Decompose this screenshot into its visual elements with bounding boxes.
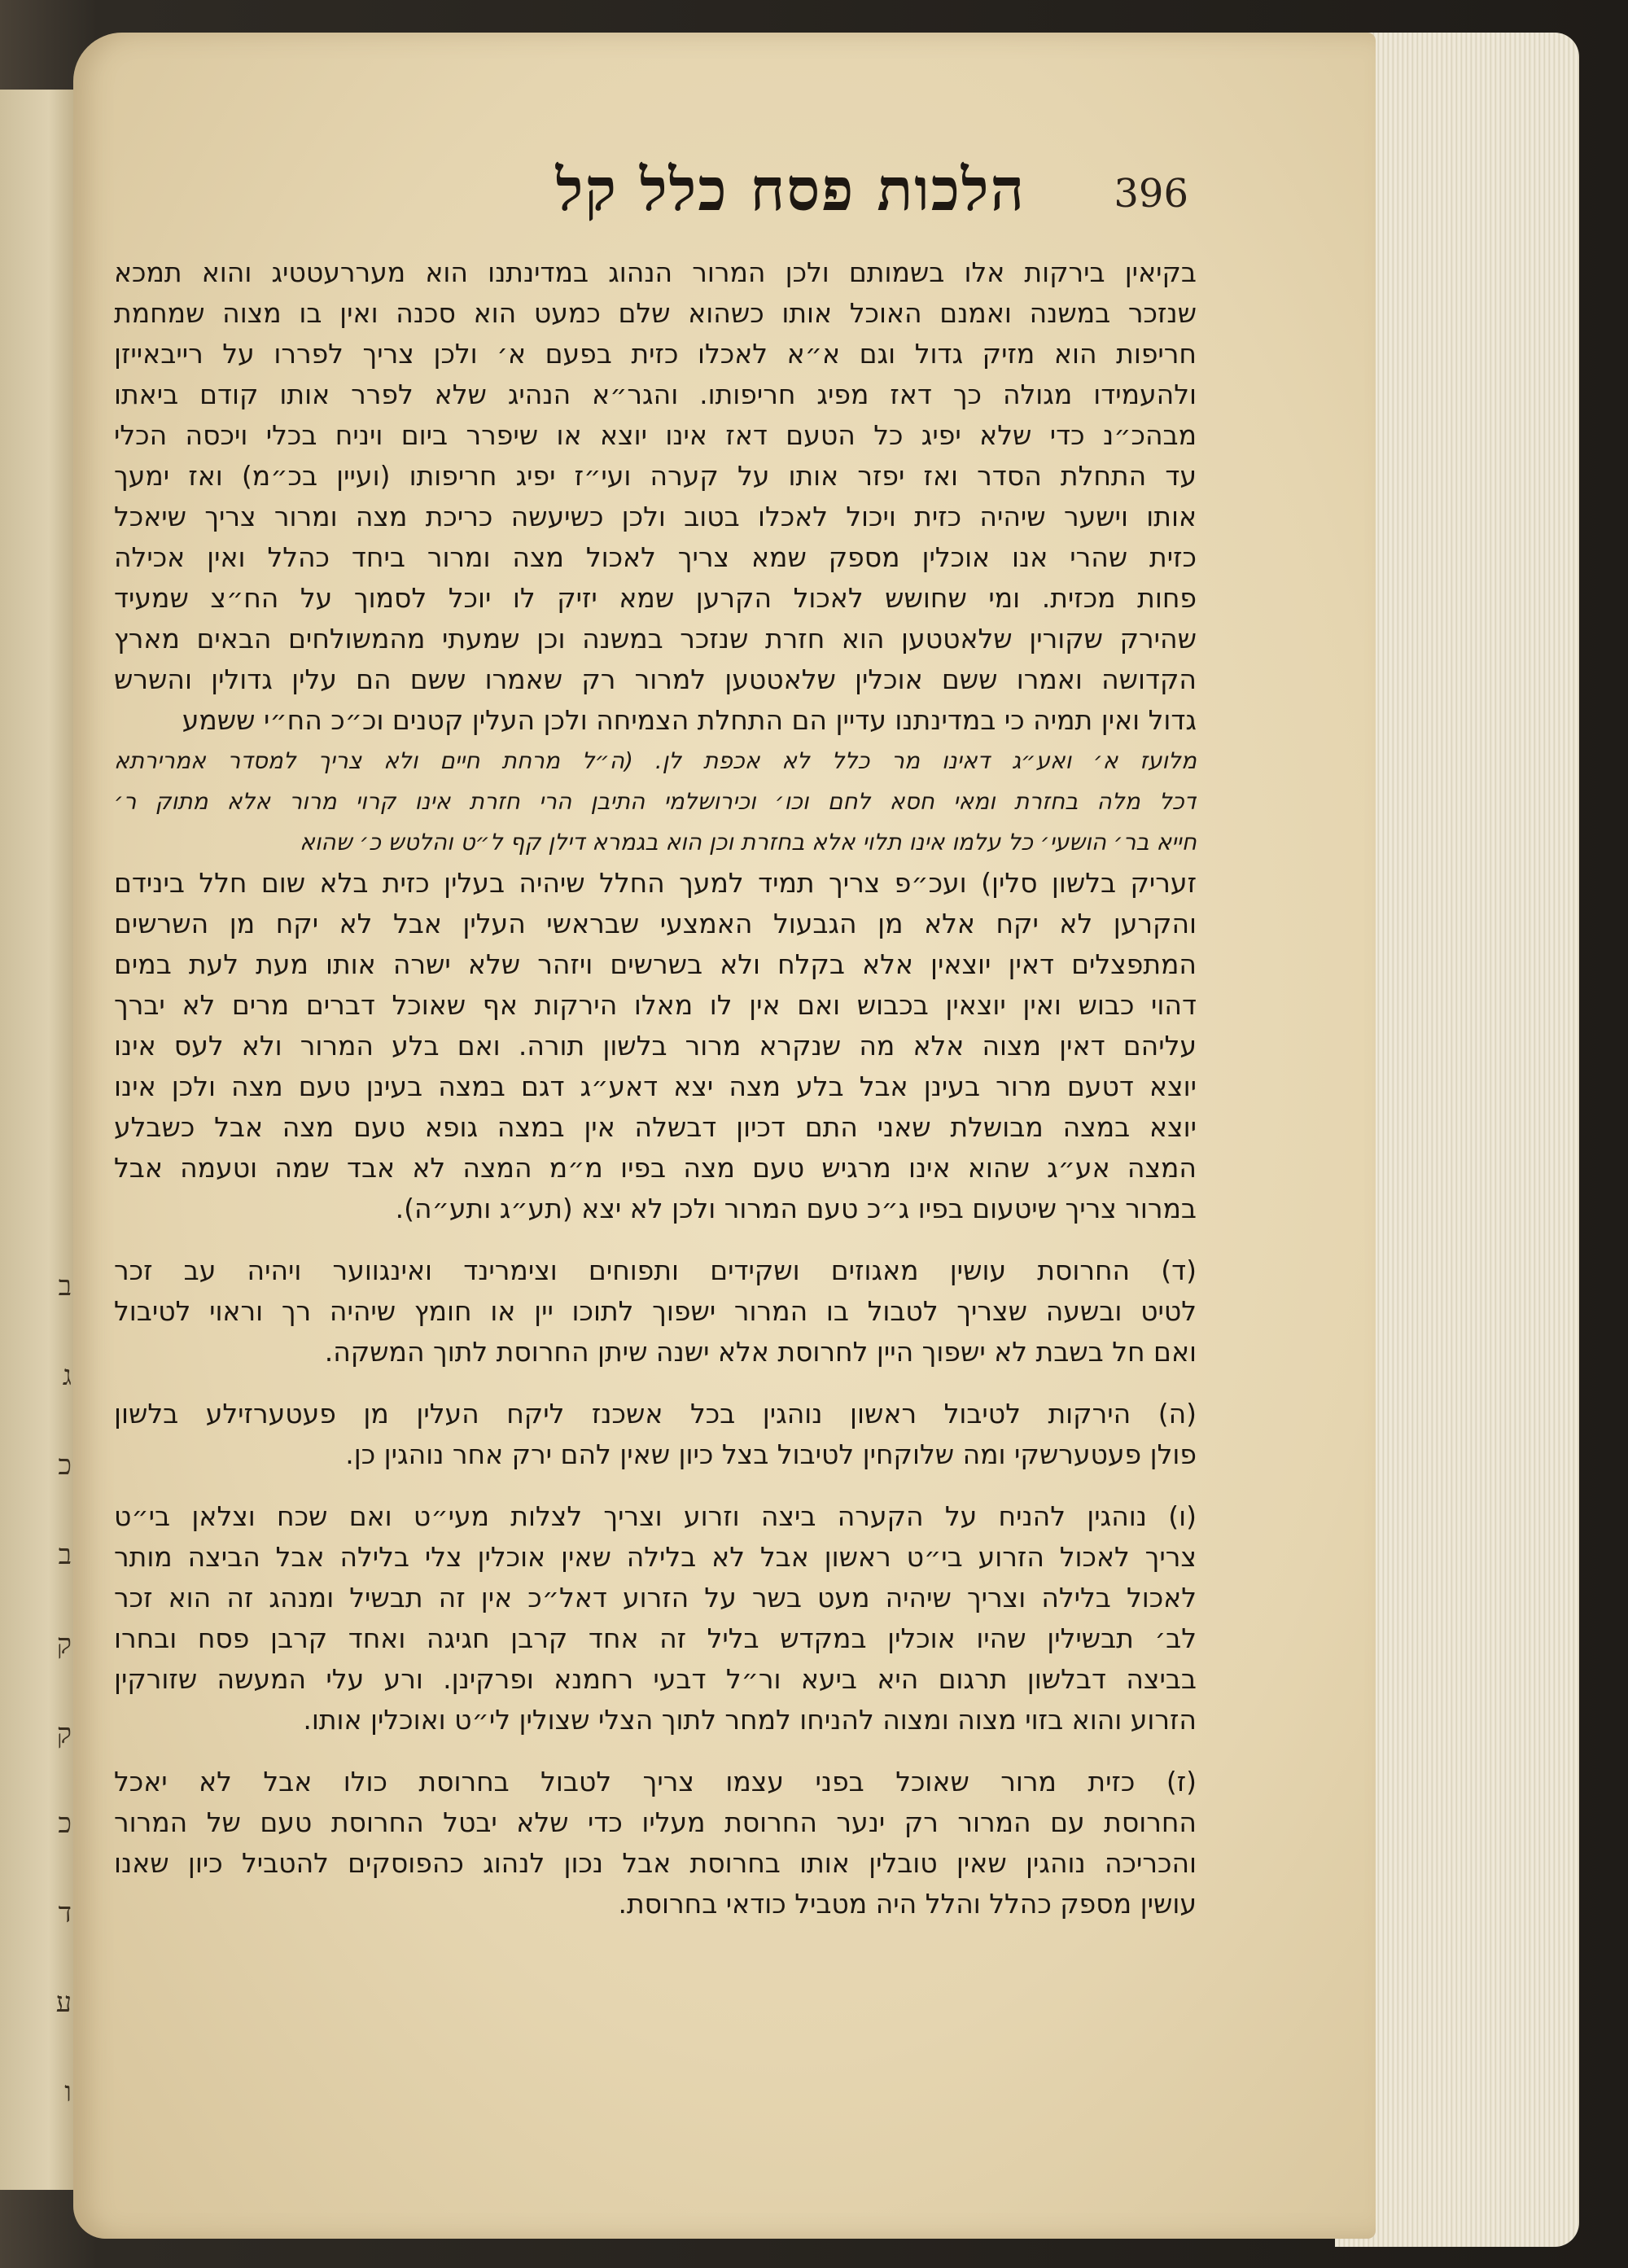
- paragraph: [114, 1394, 1197, 1475]
- page-body-text: [114, 252, 1197, 2125]
- text-line: לטיט ובשעה שצריך לטבול בו המרור ישפוך לתוכו יין או חומץ שיהיה רך וראוי לטיבול: [114, 1295, 1197, 1327]
- text-line: (ו) נוהגין להניח על הקערה ביצה וזרוע וצריך לצלות מעי״ט ואם שכח וצלאן בי״ט: [114, 1500, 1197, 1532]
- text-line: לאכול בלילה וצריך שיהיה מעט בשר על הזרוע דאל״כ אין זה תבשיל ומנהג זה הוא זכר: [114, 1582, 1197, 1613]
- text-line: והקרען לא יקח אלא מן הגבעול האמצעי שבראשי העלין אבל לא יקח מן השרשים: [114, 908, 1197, 939]
- paragraph: [114, 1762, 1197, 1924]
- text-line: צריך לאכול הזרוע בי״ט ראשון אבל לא בלילה שאין אוכלין צלי בלילה אבל הביצה מותר: [114, 1541, 1197, 1573]
- text-line: עד התחלת הסדר ואז יפזר אותו על קערה ועי״ז יפיג חריפותו (ועיין בכ״מ) ואז ימעך: [114, 460, 1197, 492]
- text-line: כזית שהרי אנו אוכלין מספק שמא צריך לאכול מצה ומרור ביחד כהלל ואין אכילה: [114, 541, 1197, 573]
- text-line: יוצא במצה מבושלת שאני התם דכיון דבשלה אין במצה גופא טעם מצה אבל כשבלע: [114, 1111, 1197, 1143]
- paragraph-gap: [114, 1740, 1197, 1762]
- text-line: הזרוע והוא בזוי מצוה ומצוה להניחו למחר לתוך הצלי שצולין לי״ט ואוכלין אותו.: [303, 1704, 1197, 1736]
- paragraph-gap: [114, 1229, 1197, 1250]
- left-page-letter: ג: [62, 1359, 72, 1392]
- text-line: גדול ואין תמיה כי במדינתנו עדיין הם התחלת הצמיחה ולכן העלין קטנים וכ״כ הח״י ששמע: [182, 704, 1197, 736]
- text-line: מלועז א׳ ואע״ג דאינו מר כלל לא אכפת לן. (ה״ל מרחת חיים ולא צריך למסדר אמרירתא: [114, 747, 1197, 774]
- left-page-letter: ב: [58, 1270, 72, 1303]
- text-line: ואם חל בשבת לא ישפוך היין לחרוסת אלא ישנה שיתן החרוסת לתוך המשקה.: [324, 1336, 1197, 1368]
- text-line: והכריכה נוהגין שאין טובלין אותו בחרוסת אבל נכון לנהוג כהפוסקים להטביל כיון שאנו: [114, 1847, 1197, 1879]
- text-line: שהירק שקורין שלאטטען הוא חזרת שנזכר במשנה וכן שמעתי מהמשולחים הבאים מארץ: [114, 623, 1197, 655]
- page-header: [269, 147, 1188, 244]
- text-line: חייא בר׳ הושעי׳ כל עלמו אינו תלוי אלא בחזרת וכן הוא בגמרא דילן קף ל״ט והלטש כ׳ שהוא: [300, 829, 1197, 856]
- text-line: במרור צריך שיטעום בפיו ג״כ טעם המרור ולכן לא יצא (תע״ג ותע״ה).: [395, 1193, 1197, 1224]
- text-line: מבהכ״נ כדי שלא יפיג כל הטעם דאז אינו יוצא או שיפרר ביום ויניח בכלי ויכסה הכלי: [114, 419, 1197, 451]
- page-number: 396: [1114, 171, 1188, 217]
- paragraph-gap: [114, 1475, 1197, 1496]
- left-page-letter: ד: [58, 1897, 72, 1929]
- text-line: פחות מכזית. ומי שחושש לאכול הקרען שמא יזיק לו יוכל לסמוך על הח״צ שמעיד: [114, 582, 1197, 614]
- text-line: (ד) החרוסת עושין מאגוזים ושקידים ותפוחים וצימרינד ואינגווער ויהיה עב זכר: [114, 1254, 1197, 1286]
- text-line: פולן פעטערשקי ומה שלוקחין לטיבול בצל כיון שאין להם ירק אחר נוהגין כן.: [345, 1438, 1197, 1470]
- text-line: ולהעמידו מגולה כך דאז מפיג חריפותו. והגר״א הנהיג שלא לפרר אותו קודם ביאתו: [114, 379, 1197, 410]
- text-line: זעריק בלשון סלין) ועכ״פ צריך תמיד למעך החלל שיהיה בעלין כזית בלא שום חלל בינידם: [114, 867, 1197, 899]
- left-page-edge-letters: [47, 1270, 72, 2108]
- left-page-letter: ק: [56, 1628, 72, 1661]
- paragraph: [114, 1250, 1197, 1373]
- text-line: הקדושה ואמרו ששם אוכלין שלאטטען למרור רק שאמרו ששם הם עלין גדולין והשרש: [114, 663, 1197, 695]
- left-page-letter: ק: [56, 1718, 72, 1750]
- text-line: בביצה דבלשון תרגום היא ביעא ור״ל דבעי רחמנא ופרקינן. ורע עלי המעשה שזורקין: [114, 1663, 1197, 1695]
- text-line: המצה אע״ג שהוא אינו מרגיש טעם מצה בפיו מ״מ המצה לא אבד שמה וטעמה אבל: [114, 1152, 1197, 1184]
- left-page-letter: ו: [64, 2076, 72, 2108]
- paragraph: [114, 1496, 1197, 1740]
- left-page-letter: ע: [55, 1986, 72, 2019]
- paragraph: [114, 252, 1197, 741]
- left-page-letter: כ: [58, 1807, 72, 1840]
- text-line: החרוסת עם המרור רק ינער החרוסת מעליו כדי שלא יבטל החרוסת טעם של המרור: [114, 1806, 1197, 1838]
- text-line: עושין מספק כהלל והלל היה מטביל כודאי בחרוסת.: [618, 1888, 1197, 1920]
- left-page-letter: כ: [58, 1449, 72, 1482]
- paragraph: [114, 863, 1197, 1229]
- text-line: (ה) הירקות לטיבול ראשון נוהגין בכל אשכנז ליקח העלין מן פעטערזילע בלשון: [114, 1398, 1197, 1430]
- text-line: דכל מלה בחזרת ומאי חסא לחם וכו׳ וכירושלמי התיבן הרי חזרת אינו קרוי מרור אלא מתוק ר׳: [114, 788, 1197, 815]
- text-line: שנזכר במשנה ואמנם האוכל אותו כשהוא שלם כמעט הוא סכנה ואין בו מצוה שמחמת: [114, 297, 1197, 329]
- left-page-letter: ב: [58, 1539, 72, 1571]
- text-line: עליהם דאין מצוה אלא מה שנקרא מרור בלשון תורה. ואם בלע המרור ולא לעס אינו: [114, 1030, 1197, 1062]
- facing-left-page: [0, 90, 84, 2190]
- text-line: דהוי כבוש ואין יוצאין בכבוש ואם אין לו מאלו הירקות אף שאוכל דברים מרים לא יברך: [114, 989, 1197, 1021]
- text-line: בקיאין בירקות אלו בשמותם ולכן המרור הנהוג במדינתנו הוא מעררעטטיג והוא תמכא: [114, 256, 1197, 288]
- paragraph-gap: [114, 1373, 1197, 1394]
- text-line: המתפצלים דאין יוצאין אלא בקלח ולא בשרשים ויזהר שלא ישרה אותו מעת לעת במים: [114, 948, 1197, 980]
- paragraph: [114, 741, 1197, 863]
- text-line: חריפות הוא מזיק גדול וגם א״א לאכלו כזית בפעם א׳ ולכן צריך לפררו על רייבאייזן: [114, 338, 1197, 370]
- text-line: אותו וישער שיהיה כזית ויכול לאכלו בטוב ולכן כשיעשה כריכת מצה ומרור צריך שיאכל: [114, 501, 1197, 532]
- page-title: הלכות פסח כלל קל: [555, 155, 1026, 224]
- text-line: לב׳ תבשילין שהיו אוכלין במקדש בליל זה אחד קרבן חגיגה ואחד קרבן פסח ובחרו: [114, 1622, 1197, 1654]
- text-line: (ז) כזית מרור שאוכל בפני עצמו צריך לטבול בחרוסת כולו אבל לא יאכל: [114, 1766, 1197, 1797]
- text-line: יוצא דטעם מרור בעינן אבל בלע מצה יצא דאע״ג דגם במצה בעינן טעם מצה ולכן אינו: [114, 1071, 1197, 1102]
